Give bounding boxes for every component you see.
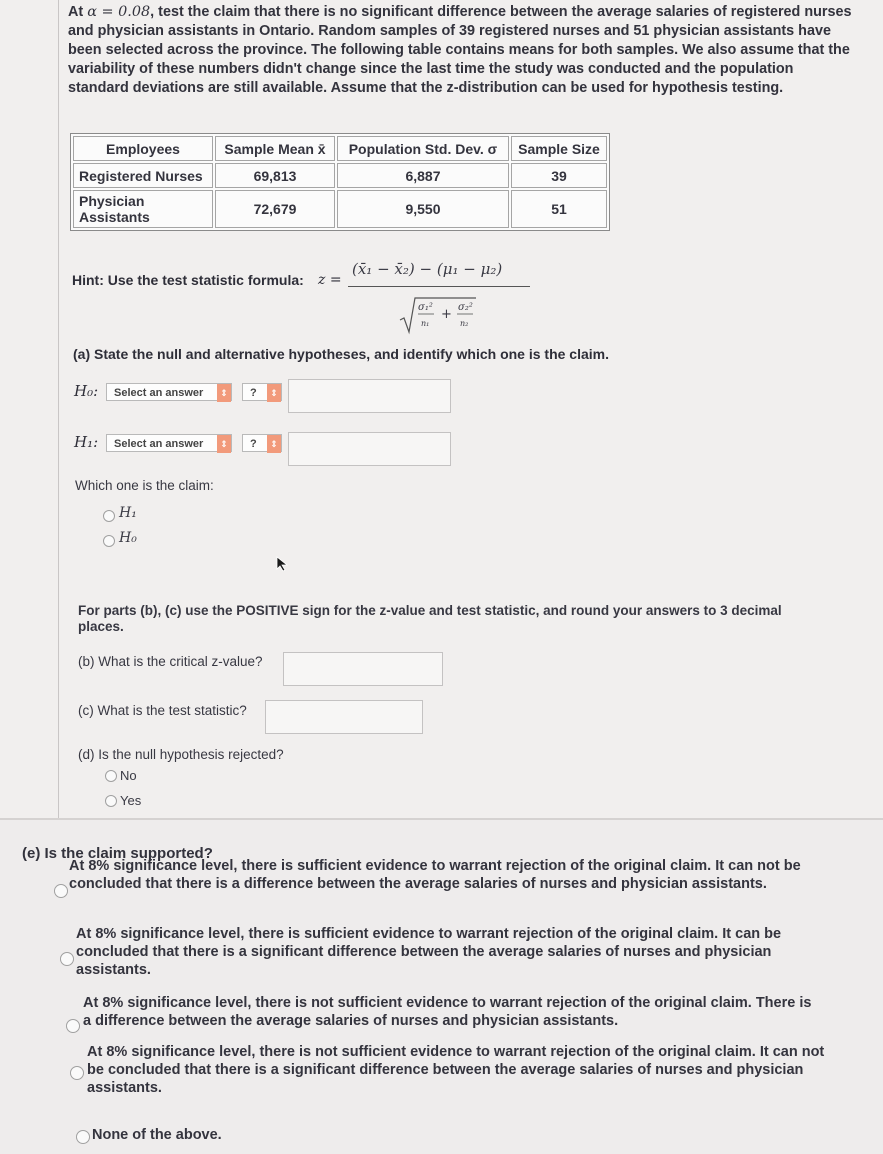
- updown-chevron-icon: ⇕: [267, 384, 281, 402]
- table-row: [73, 163, 607, 188]
- rounding-instructions: For parts (b), (c) use the POSITIVE sign for the z-value and test statistic, and round your answers to 3 decimal places.: [78, 603, 782, 634]
- table-cell: 9,550: [337, 190, 509, 228]
- claim-support-option-5: None of the above.: [92, 1127, 222, 1143]
- table-cell: 72,679: [215, 190, 335, 228]
- test-statistic-input[interactable]: [265, 700, 423, 734]
- h0-parameter-select[interactable]: [106, 383, 232, 401]
- h0-value-input[interactable]: [288, 379, 451, 413]
- svg-text:σ₁²: σ₁²: [418, 302, 433, 313]
- claim-option-label: H₁: [119, 505, 137, 521]
- reject-option-label: No: [120, 768, 137, 783]
- critical-z-input[interactable]: [283, 652, 443, 686]
- updown-chevron-icon: ⇕: [217, 384, 231, 402]
- reject-radio-no[interactable]: [105, 770, 117, 782]
- part-c-prompt: (c) What is the test statistic?: [78, 703, 247, 718]
- h0-relation-select[interactable]: [242, 383, 282, 401]
- table-cell: 6,887: [337, 163, 509, 188]
- header-cell: Employees: [73, 136, 213, 161]
- formula-numerator: (x̄₁ − x̄₂) − (μ₁ − μ₂): [352, 260, 503, 278]
- claim-support-option-3: At 8% significance level, there is not sufficient evidence to warrant rejection of the original claim. There is a difference between the average salaries of nurses and physician assistants.: [83, 995, 812, 1029]
- h0-label: H₀:: [74, 382, 99, 400]
- table-cell: 39: [511, 163, 607, 188]
- table-row: [73, 190, 607, 228]
- updown-chevron-icon: ⇕: [217, 435, 231, 453]
- left-border: [58, 0, 59, 820]
- claim-support-radio-4[interactable]: [70, 1066, 84, 1080]
- claim-support-radio-3[interactable]: [66, 1019, 80, 1033]
- formula-fraction-bar: [348, 286, 530, 287]
- select-placeholder: Select an answer: [114, 438, 204, 450]
- svg-text:σ₂²: σ₂²: [458, 302, 473, 313]
- claim-radio-h0[interactable]: [103, 535, 115, 547]
- claim-option-label: H₀: [119, 530, 137, 546]
- reject-radio-yes[interactable]: [105, 795, 117, 807]
- intro-text: , test the claim that there is no significant difference between the average salaries of registered nurses and physician assistants in Ontario. Random samples of 39 registered nurses and 51 physician assistants have been selected across the province. The following table contains means for both samples. We also assume that the variability of these numbers didn't change since the last time the study was conducted and the population standard deviations are still available. Assume that the z-distribution can be used for hypothesis testing.: [68, 4, 852, 96]
- select-placeholder: ?: [250, 387, 257, 399]
- select-placeholder: ?: [250, 438, 257, 450]
- header-cell: Sample Size: [511, 136, 607, 161]
- table-cell: 69,813: [215, 163, 335, 188]
- hint-label: Hint: Use the test statistic formula:: [72, 272, 304, 288]
- table-header-row: [73, 136, 607, 161]
- part-b-prompt: (b) What is the critical z-value?: [78, 654, 263, 669]
- h1-parameter-select[interactable]: [106, 434, 232, 452]
- claim-radio-h1[interactable]: [103, 510, 115, 522]
- data-table: [70, 133, 610, 231]
- svg-text:n₂: n₂: [460, 319, 469, 328]
- part-e-prompt: (e) Is the claim supported?: [22, 845, 213, 862]
- reject-option-label: Yes: [120, 793, 142, 808]
- formula-z: z =: [318, 272, 342, 288]
- part-d-prompt: (d) Is the null hypothesis rejected?: [78, 747, 284, 762]
- question-intro: [68, 3, 858, 98]
- claim-question: Which one is the claim:: [75, 478, 214, 493]
- table-cell: Registered Nurses: [73, 163, 213, 188]
- svg-text:n₁: n₁: [421, 319, 430, 328]
- updown-chevron-icon: ⇕: [267, 435, 281, 453]
- claim-support-radio-1[interactable]: [54, 884, 68, 898]
- intro-prefix: At: [68, 4, 88, 20]
- claim-support-option-1: At 8% significance level, there is sufficient evidence to warrant rejection of the original claim. It can not be concluded that there is a difference between the average salaries of nurses and physician assistants.: [69, 858, 801, 892]
- formula-denominator: [398, 292, 478, 336]
- table-cell: Physician Assistants: [73, 190, 213, 228]
- claim-support-radio-2[interactable]: [60, 952, 74, 966]
- claim-support-option-2: At 8% significance level, there is sufficient evidence to warrant rejection of the original claim. It can be concluded that there is a significant difference between the average salaries of nurses and physician assistants.: [76, 926, 782, 978]
- header-cell: Population Std. Dev. σ: [337, 136, 509, 161]
- alpha-expression: α = 0.08: [87, 4, 151, 20]
- svg-text:+: +: [441, 307, 452, 322]
- h1-value-input[interactable]: [288, 432, 451, 466]
- header-cell: Sample Mean x̄: [215, 136, 335, 161]
- claim-support-option-4: At 8% significance level, there is not sufficient evidence to warrant rejection of the original claim. It can not be concluded that there is a significant difference between the average salaries of nurses and physician assistants.: [87, 1044, 825, 1096]
- table-cell: 51: [511, 190, 607, 228]
- select-placeholder: Select an answer: [114, 387, 204, 399]
- claim-support-radio-5[interactable]: [76, 1130, 90, 1144]
- mouse-cursor-icon: [276, 556, 288, 572]
- part-a-prompt: (a) State the null and alternative hypotheses, and identify which one is the claim.: [73, 346, 609, 362]
- h1-relation-select[interactable]: [242, 434, 282, 452]
- h1-label: H₁:: [74, 433, 99, 451]
